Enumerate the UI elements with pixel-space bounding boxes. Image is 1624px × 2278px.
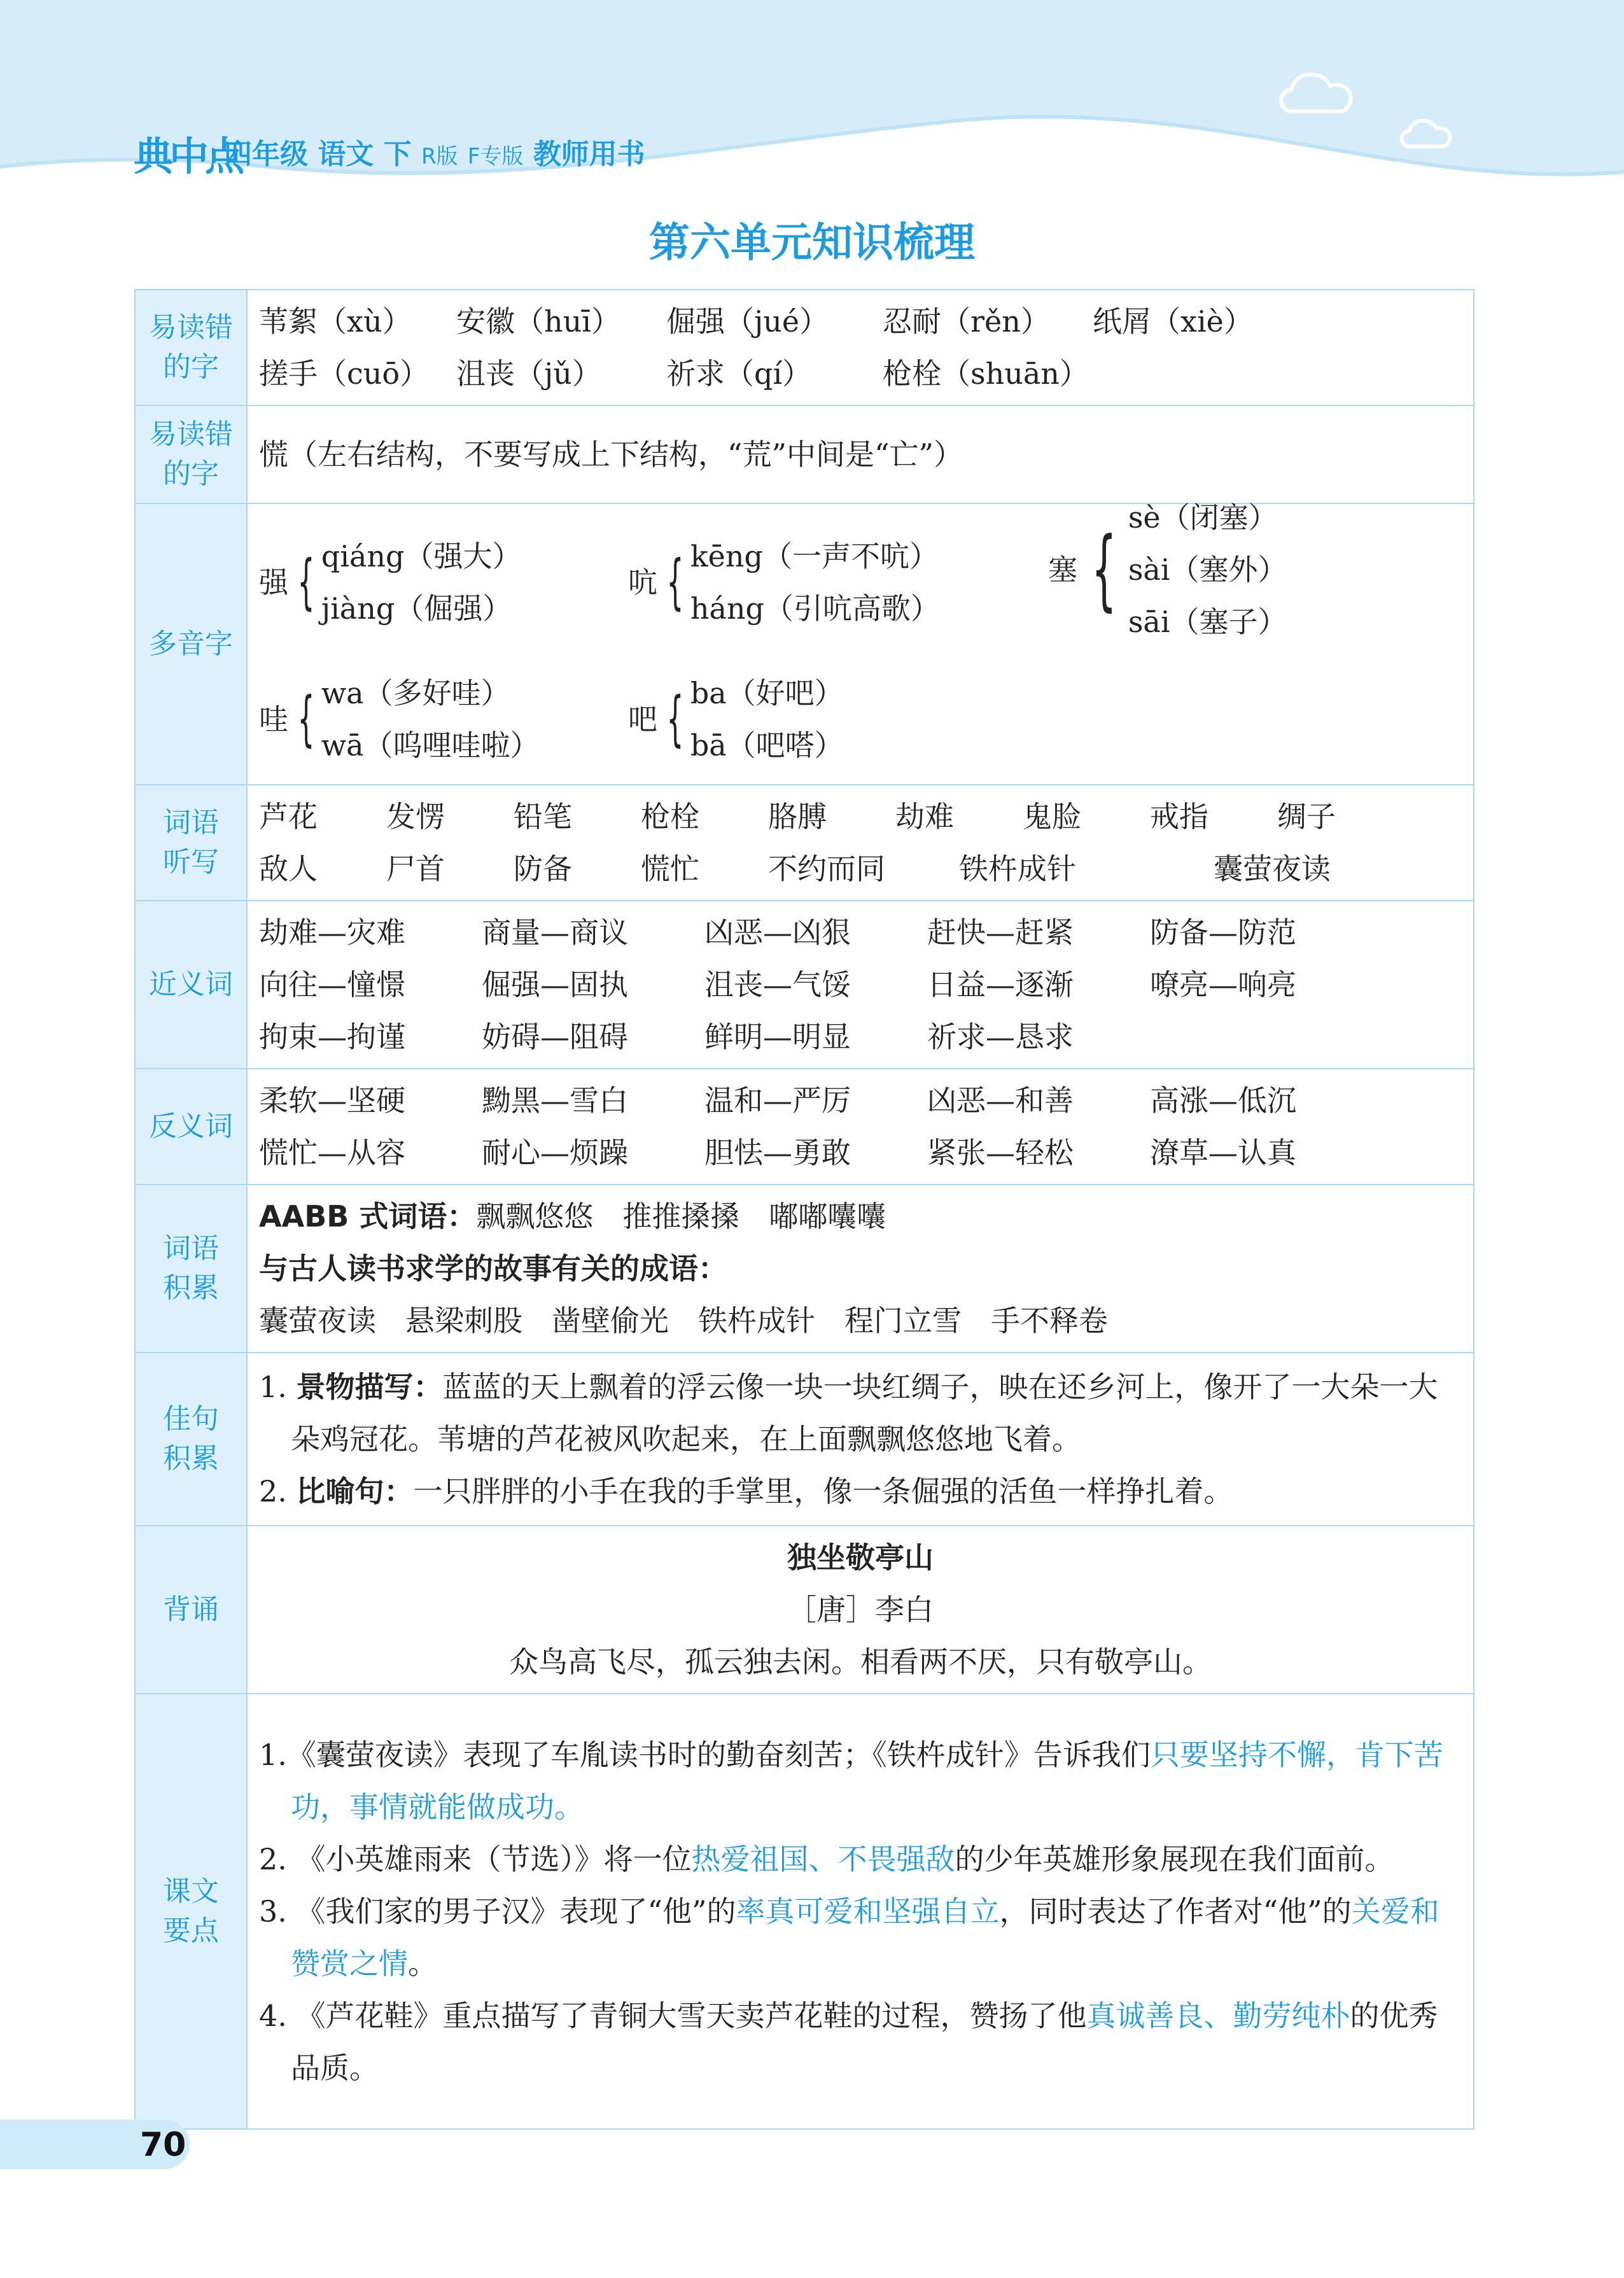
word-item: 劫难 — [895, 799, 954, 834]
key-point-number: 1. — [259, 1738, 287, 1772]
word-item: 倔强（jué） — [666, 304, 829, 339]
row-polyphones — [135, 503, 1474, 785]
sentence-number: 2. — [259, 1474, 297, 1508]
synonyms-content — [247, 901, 1474, 1069]
polyphone-char: 吭 — [628, 565, 657, 600]
idiom-list: 囊萤夜读 悬梁刺股 凿壁偷光 铁杵成针 程门立雪 手不释卷 — [259, 1304, 1108, 1338]
word-pair: 日益—逐渐 — [927, 967, 1074, 1002]
word-pair: 黝黑—雪白 — [482, 1083, 628, 1118]
key-point-item: 3. 《我们家的男子汉》表现了“他”的率真可爱和坚强自立，同时表达了作者对“他”的关爱和赞赏之情。 — [259, 1894, 1439, 1981]
polyphone-char: 强 — [259, 565, 288, 600]
word-pair: 凶恶—凶狠 — [704, 915, 851, 950]
accumulation-content — [247, 1185, 1474, 1353]
polyphones-content — [247, 500, 1474, 785]
antonyms-grid — [259, 1074, 1462, 1179]
antonyms-content — [247, 1069, 1474, 1185]
polyphone-reading: bā（吧嗒） — [690, 728, 844, 763]
polyphone-reading: wā（呜哩哇啦） — [321, 728, 540, 763]
polyphone-reading: kēng（一声不吭） — [690, 539, 939, 573]
category-label: 多音字 — [135, 503, 247, 785]
key-points-content — [247, 1694, 1474, 2129]
row-recite — [135, 1526, 1474, 1694]
brace-icon: { — [666, 547, 684, 617]
word-pair: 嘹亮—响亮 — [1150, 967, 1296, 1002]
word-pair: 温和—严厉 — [704, 1083, 851, 1118]
word-item: 不约而同 — [768, 852, 885, 886]
easy-read-grid — [259, 295, 1462, 400]
polyphone-reading: sāi（塞子） — [1128, 605, 1287, 639]
book-title — [224, 131, 645, 172]
category-label: 词语 积累 — [135, 1185, 247, 1353]
header-wave-background — [0, 0, 1624, 210]
row-dictation — [135, 785, 1474, 901]
page-number: 70 — [140, 2126, 186, 2164]
aabb-label: AABB 式词语： — [259, 1199, 477, 1234]
word-pair: 凶恶—和善 — [927, 1083, 1074, 1118]
word-item: 鬼脸 — [1023, 799, 1081, 834]
polyphones-grid — [259, 500, 1462, 779]
sentence-text: 一只胖胖的小手在我的手掌里，像一条倔强的活鱼一样挣扎着。 — [413, 1474, 1233, 1508]
polyphone-item — [259, 530, 628, 635]
word-item: 祈求（qí） — [666, 356, 812, 391]
word-item: 尸首 — [386, 852, 445, 886]
dictation-row — [259, 791, 1462, 843]
word-pair: 潦草—认真 — [1150, 1135, 1296, 1170]
word-pair: 耐心—烦躁 — [482, 1135, 628, 1170]
category-label: 反义词 — [135, 1069, 247, 1185]
word-item: 苇絮（xù） — [259, 304, 412, 339]
sentences-content — [247, 1353, 1474, 1526]
word-pair: 防备—防范 — [1150, 915, 1296, 950]
word-pair: 向往—憧憬 — [259, 967, 405, 1002]
synonyms-grid — [259, 906, 1462, 1063]
word-pair: 高涨—低沉 — [1150, 1083, 1296, 1118]
page-number-badge — [120, 2120, 190, 2169]
word-item: 安徽（huī） — [456, 304, 620, 339]
poem-text: 众鸟高飞尽，孤云独去闲。相看两不厌，只有敬亭山。 — [509, 1645, 1212, 1679]
polyphone-item — [1048, 491, 1494, 648]
polyphone-reading: qiáng（强大） — [321, 539, 522, 573]
word-item: 纸屑（xiè） — [1093, 304, 1253, 339]
brace-icon: { — [666, 684, 684, 754]
key-point-number: 4. — [259, 1999, 297, 2033]
word-item: 囊萤夜读 — [1214, 852, 1331, 886]
sentence-label: 比喻句： — [296, 1474, 414, 1508]
sentence-number: 1. — [259, 1370, 297, 1404]
word-pair: 祈求—恳求 — [927, 1020, 1074, 1054]
word-item: 敌人 — [259, 852, 318, 886]
page-number-tab — [0, 2120, 127, 2169]
polyphone-reading: sè（闭塞） — [1128, 500, 1278, 535]
category-label: 近义词 — [135, 901, 247, 1069]
word-item: 忍耐（rěn） — [883, 304, 1050, 339]
row-easy-write — [135, 405, 1474, 503]
row-synonyms — [135, 901, 1474, 1069]
aabb-line — [259, 1190, 1462, 1242]
word-item: 防备 — [514, 852, 572, 886]
knowledge-table — [134, 289, 1474, 2130]
easy-write-content: 慌（左右结构，不要写成上下结构，“荒”中间是“亡”） — [247, 405, 1474, 503]
polyphone-char: 哇 — [259, 702, 288, 736]
word-pair: 劫难—灾难 — [259, 915, 405, 950]
book-edition-special: F专版 — [467, 144, 524, 169]
polyphone-item — [628, 667, 1048, 771]
polyphone-char: 吧 — [628, 702, 657, 736]
word-pair: 胆怯—勇敢 — [704, 1135, 851, 1170]
brace-icon: { — [297, 547, 315, 617]
sentence-item — [259, 1361, 1462, 1465]
brace-icon: { — [1091, 518, 1117, 621]
category-label: 背诵 — [135, 1526, 247, 1694]
word-pair: 倔强—固执 — [482, 967, 628, 1002]
key-point-item: 2. 《小英雄雨来（节选）》将一位热爱祖国、不畏强敌的少年英雄形象展现在我们面前。 — [259, 1842, 1394, 1876]
word-pair: 慌忙—从容 — [259, 1135, 405, 1170]
word-item: 慌忙 — [641, 852, 699, 886]
word-item: 铁杵成针 — [959, 852, 1076, 886]
word-pair: 紧张—轻松 — [927, 1135, 1074, 1170]
polyphone-item — [628, 530, 1048, 635]
dictation-row — [259, 843, 1462, 895]
polyphone-char: 塞 — [1048, 552, 1077, 587]
row-easy-read — [135, 290, 1474, 405]
book-grade-subject: 四年级 语文 下 — [224, 138, 412, 171]
word-item: 搓手（cuō） — [259, 356, 430, 391]
poem-author: ［唐］李白 — [787, 1592, 934, 1627]
word-pair: 柔软—坚硬 — [259, 1083, 405, 1118]
word-pair: 沮丧—气馁 — [704, 967, 851, 1002]
sentence-label: 景物描写： — [296, 1370, 443, 1404]
row-antonyms — [135, 1069, 1474, 1185]
key-point-highlight: 只要坚持不懈，肯下苦功，事情就能做成功。 — [291, 1738, 1443, 1824]
key-point-item: 1.《囊萤夜读》表现了车胤读书时的勤奋刻苦；《铁杵成针》告诉我们只要坚持不懈，肯下苦功，事情就能做成功。 — [259, 1738, 1443, 1824]
category-label: 易读错 的字 — [135, 405, 247, 503]
word-item: 枪栓（shuān） — [883, 356, 1089, 391]
key-point-item: 4. 《芦花鞋》重点描写了青铜大雪天卖芦花鞋的过程，赞扬了他真诚善良、勤劳纯朴的优秀品质。 — [259, 1999, 1438, 2085]
word-item: 沮丧（jǔ） — [456, 356, 601, 391]
category-label: 课文 要点 — [135, 1694, 247, 2129]
word-item: 发愣 — [386, 799, 445, 834]
row-sentences — [135, 1353, 1474, 1526]
key-point-highlight: 热爱祖国、不畏强敌 — [691, 1842, 955, 1876]
word-item: 芦花 — [259, 799, 318, 834]
word-pair: 商量—商议 — [482, 915, 628, 950]
word-item: 戒指 — [1150, 799, 1208, 834]
word-pair: 鲜明—明显 — [704, 1020, 851, 1054]
key-point-highlight: 真诚善良、勤劳纯朴 — [1086, 1999, 1350, 2033]
page-title: 第六单元知识梳理 — [649, 220, 975, 267]
word-pair: 妨碍—阻碍 — [482, 1020, 628, 1054]
sentence-item — [259, 1465, 1462, 1517]
aabb-words: 飘飘悠悠 推推搡搡 嘟嘟囔囔 — [476, 1199, 886, 1234]
book-edition: R版 — [421, 144, 458, 169]
word-item: 绸子 — [1277, 799, 1336, 834]
polyphone-reading: ba（好吧） — [690, 676, 844, 710]
word-item: 铅笔 — [514, 799, 572, 834]
polyphone-reading: jiàng（倔强） — [321, 591, 512, 626]
key-point-number: 2. — [259, 1842, 297, 1876]
easy-read-content — [247, 290, 1474, 405]
key-point-highlight: 率真可爱和坚强自立 — [736, 1894, 1000, 1929]
category-label: 易读错 的字 — [135, 290, 247, 405]
polyphone-reading: wa（多好哇） — [321, 676, 510, 710]
word-pair: 拘束—拘谨 — [259, 1020, 405, 1054]
category-label: 词语 听写 — [135, 785, 247, 901]
brand-logo: 典中点 — [134, 133, 241, 179]
key-point-highlight: 关爱和赞赏之情 — [291, 1894, 1439, 1981]
recite-content — [247, 1526, 1474, 1694]
word-pair: 赶快—赶紧 — [927, 915, 1074, 950]
dictation-content — [247, 785, 1474, 901]
word-item: 枪栓 — [641, 799, 699, 834]
row-accumulation — [135, 1185, 1474, 1353]
book-type: 教师用书 — [533, 138, 645, 171]
word-item: 胳膊 — [768, 799, 827, 834]
brace-icon: { — [297, 684, 315, 754]
polyphone-reading: háng（引吭高歌） — [690, 591, 940, 626]
idiom-label: 与古人读书求学的故事有关的成语： — [259, 1251, 727, 1286]
category-label: 佳句 积累 — [135, 1353, 247, 1526]
polyphone-item — [259, 667, 628, 771]
sentence-text: 蓝蓝的天上飘着的浮云像一块一块红绸子，映在还乡河上，像开了一大朵一大朵鸡冠花。苇塘的芦花被风吹起来，在上面飘飘悠悠地飞着。 — [291, 1370, 1438, 1456]
row-key-points — [135, 1694, 1474, 2129]
key-point-number: 3. — [259, 1894, 297, 1929]
poem-title: 独坐敬亭山 — [787, 1540, 934, 1575]
polyphone-reading: sài（塞外） — [1128, 552, 1287, 587]
